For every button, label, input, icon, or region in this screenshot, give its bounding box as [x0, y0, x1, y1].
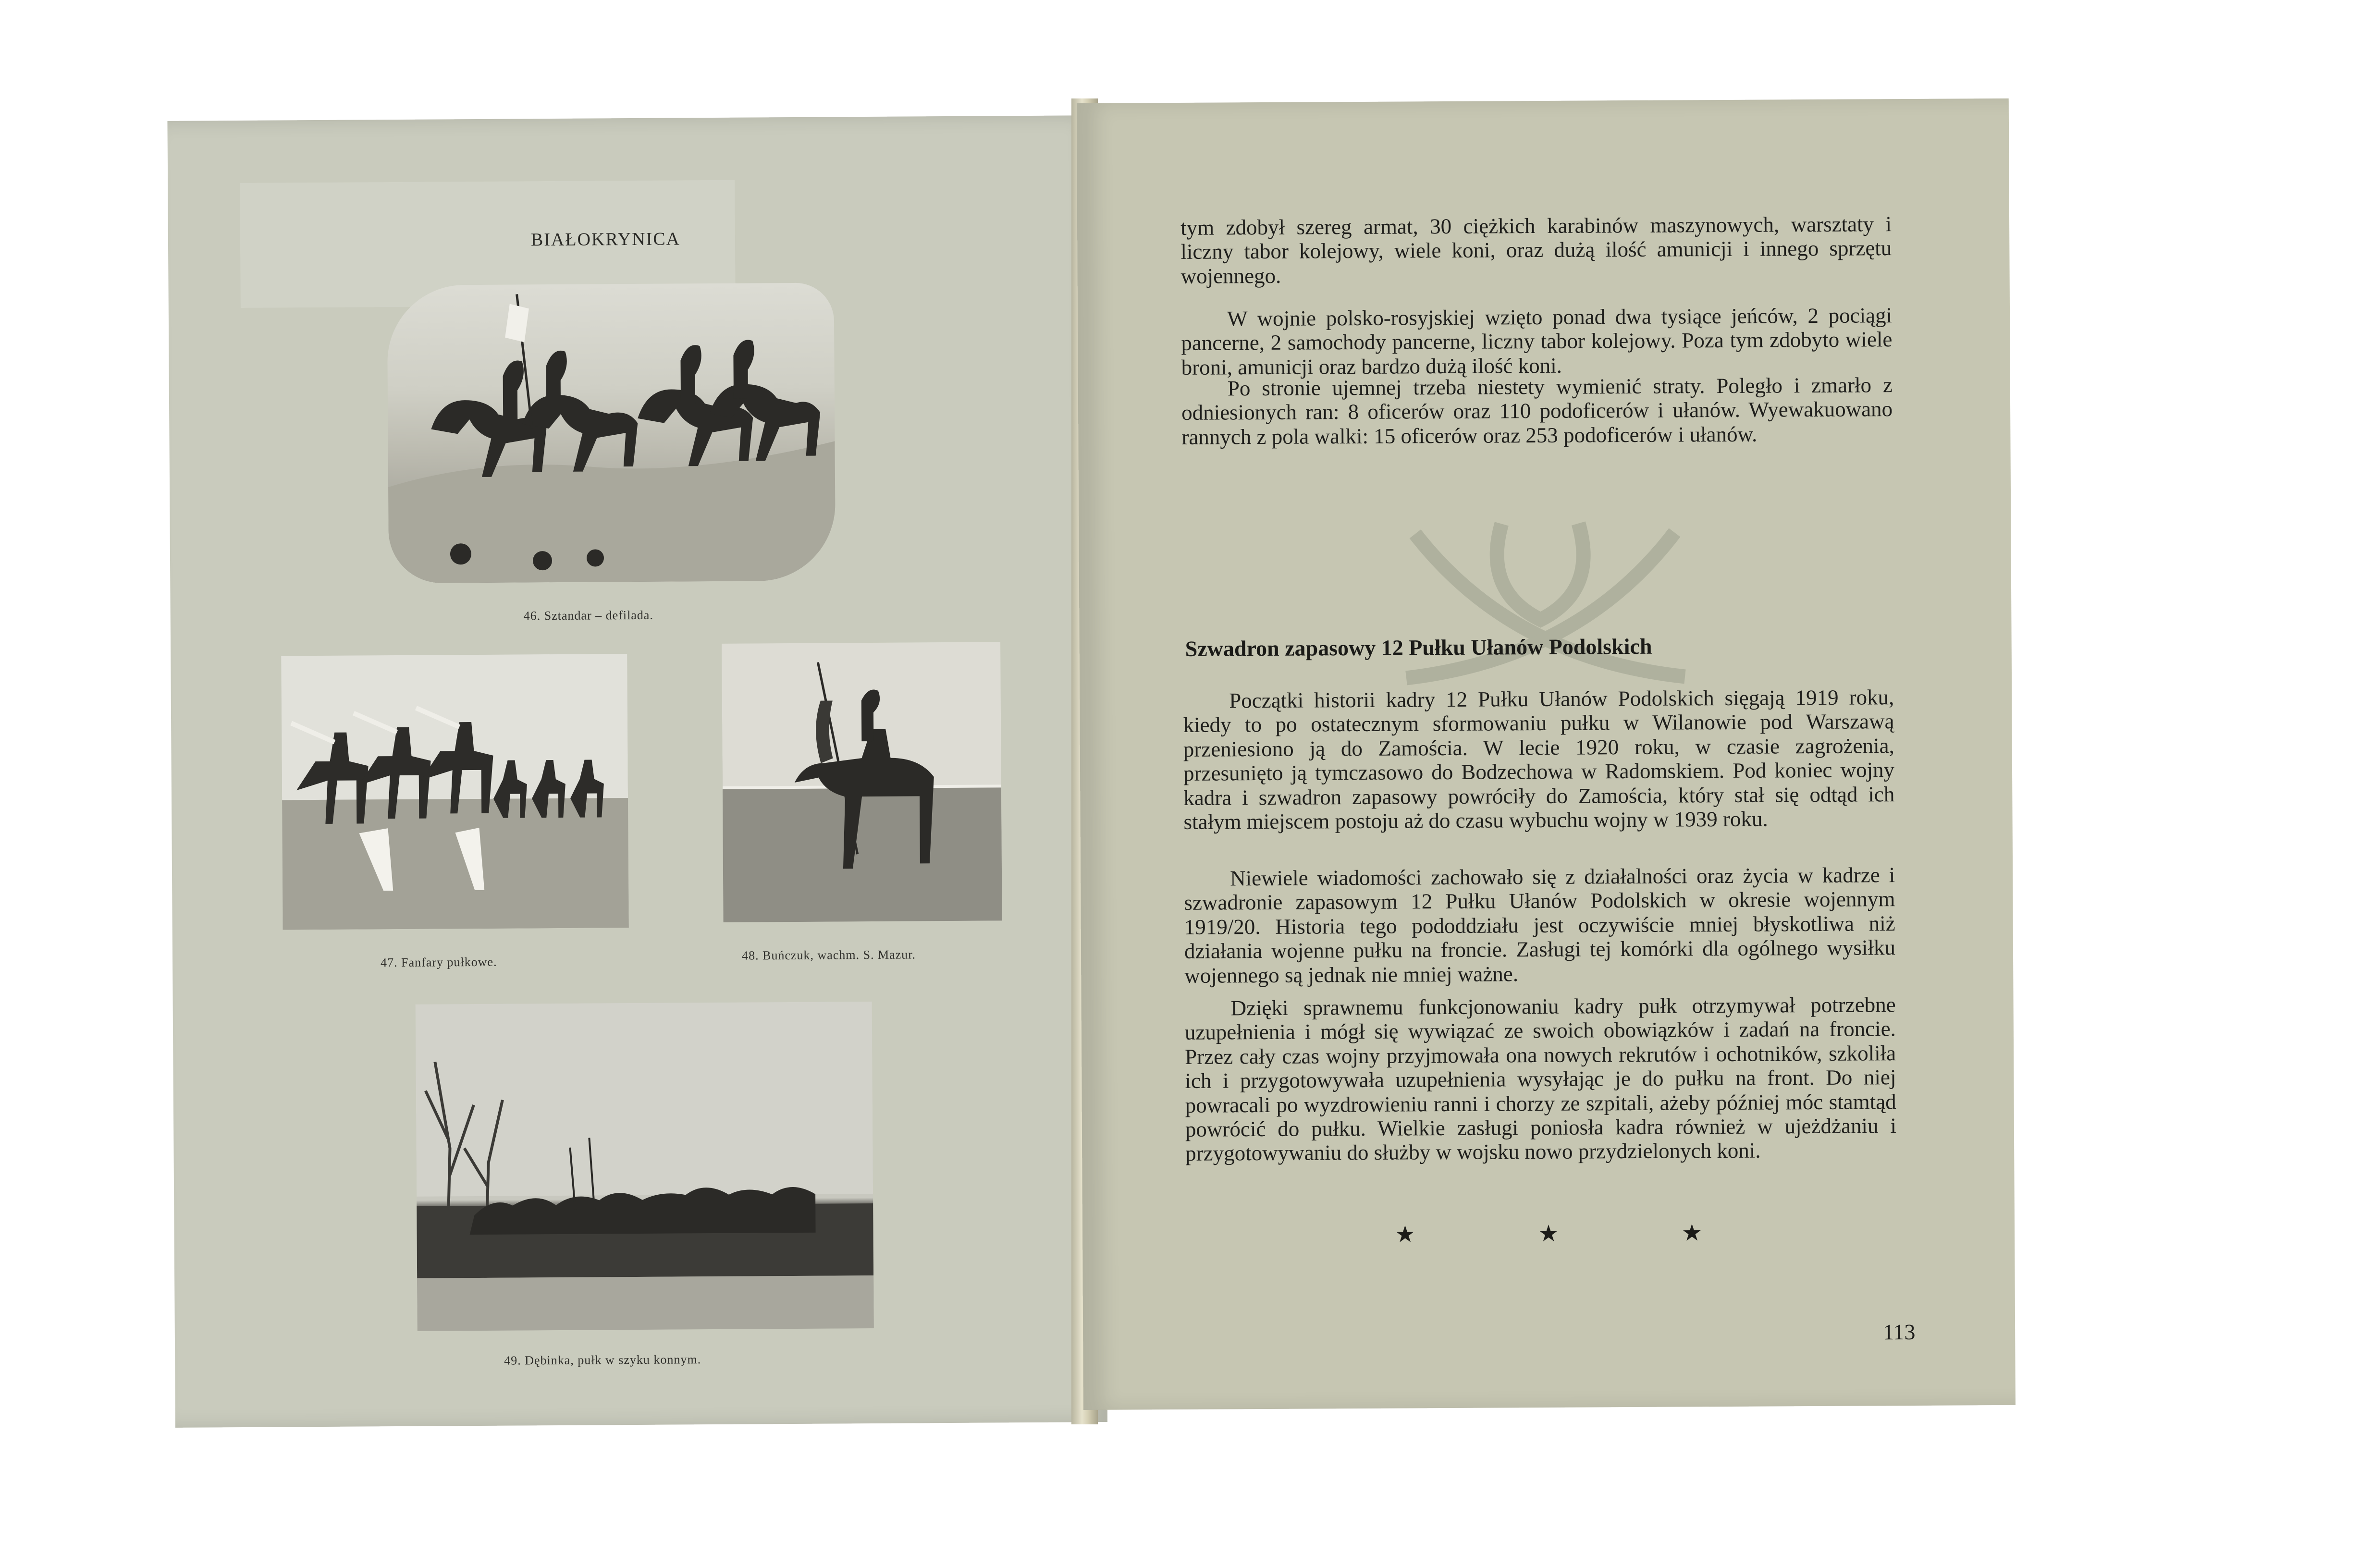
body-paragraph: Po stronie ujemnej trzeba niestety wymienić straty. Poległo i zmarło z odniesionych ran: 8 oficerów oraz 110 podoficerów i ułanów. Wyewakuowano rannych z pola walki: 15 oficerów oraz 253 podoficerów i ułanów.	[1181, 373, 1893, 449]
photo-horsetail-standard	[722, 642, 1002, 922]
star-icon: ★	[1394, 1222, 1416, 1248]
page-number: 113	[1883, 1319, 1916, 1345]
photo-caption: 46. Sztandar – defilada.	[523, 608, 653, 623]
body-paragraph: Początki historii kadry 12 Pułku Ułanów Podolskich sięgają 1919 roku, kiedy to po ostatecznym sformowaniu pułku w Wilanowie pod Warszawą przeniesiono ją do Zamościa. W lecie 1920 roku, w czasie zagrożenia, przesunięto ją tymczasowo do Bodzechowa w Radomskiem. Pod koniec wojny kadra i szwadron zapasowy powróciły do Zamościa, który stał się odtąd ich stałym miejscem postoju aż do czasu wybuchu wojny w 1939 roku.	[1183, 685, 1895, 834]
star-icon: ★	[1681, 1220, 1703, 1246]
photo-caption: 49. Dębinka, pułk w szyku konnym.	[504, 1352, 701, 1368]
body-paragraph: Dzięki sprawnemu funkcjonowaniu kadry pułk otrzymywał potrzebne uzupełnienia i mógł się wywiązać ze swoich obowiązków i zadań na froncie. Przez cały czas wojny przyjmowała ona nowych rekrutów i ochotników, szkoliła ich i przygotowywała uzupełnienia wysyłając je do pułku na front. Do niej powracali po wyzdrowieniu ranni i chorzy ze szpitali, ażeby później móc stamtąd powrócić do pułku. Wielkie zasługi poniosła kadra również w ujeżdżaniu i przygotowywaniu do służby w wojsku nowo przydzielonych koni.	[1184, 992, 1897, 1166]
photo-caption: 47. Fanfary pułkowe.	[381, 955, 497, 970]
left-page	[167, 115, 1107, 1428]
section-title: BIAŁOKRYNICA	[530, 229, 681, 250]
photo-regiment-formation	[416, 1002, 874, 1331]
section-heading: Szwadron zapasowy 12 Pułku Ułanów Podolskich	[1185, 634, 1652, 661]
body-paragraph: W wojnie polsko-rosyjskiej wzięto ponad dwa tysiące jeńców, 2 pociągi pancerne, 2 samochody pancerne, liczny tabor kolejowy. Poza tym zdobyto wiele broni, amunicji oraz bardzo dużą ilość koni.	[1181, 303, 1893, 380]
body-paragraph: Niewiele wiadomości zachowało się z działalności oraz życia w kadrze i szwadronie zapasowym 12 Pułku Ułanów Podolskich w okresie wojennym 1919/20. Historia tego pododdziału jest oczywiście mniej błyskotliwa niż działania wojenne pułku na froncie. Zasługi tej komórki dla ogólnego wysiłku wojennego są jednak nie mniej ważne.	[1184, 863, 1896, 988]
section-divider	[1395, 1219, 1702, 1248]
photo-caption: 48. Buńczuk, wachm. S. Mazur.	[741, 947, 916, 963]
photo-standard-parade	[387, 282, 836, 583]
photo-regimental-fanfares	[281, 654, 628, 930]
body-paragraph: tym zdobył szereg armat, 30 ciężkich karabinów maszynowych, warsztaty i liczny tabor kolejowy, wiele koni, oraz dużą ilość amunicji i innego sprzętu wojennego.	[1180, 212, 1892, 288]
star-icon: ★	[1538, 1221, 1559, 1247]
right-page	[1077, 98, 2016, 1410]
